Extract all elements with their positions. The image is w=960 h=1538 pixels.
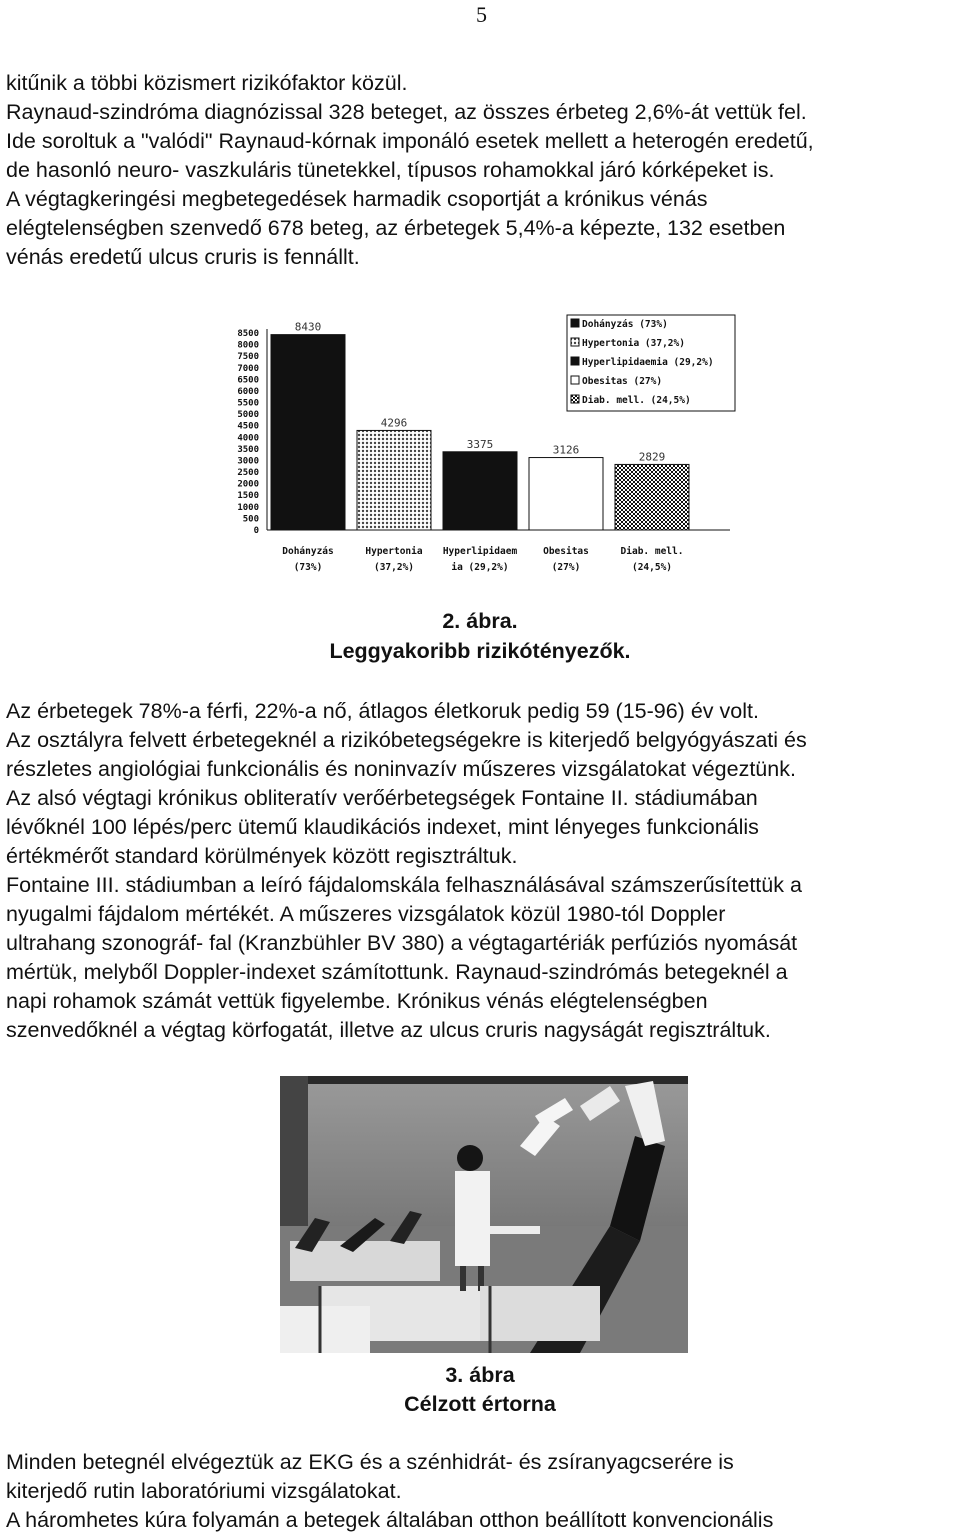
y-tick-label: 500 [242,514,259,525]
text-line: vénás eredetű ulcus cruris is fennállt. [6,245,360,269]
page-number: 5 [476,2,487,27]
text-line: elégtelenségben szenvedő 678 beteg, az érbetegek 5,4%-a képezte, 132 esetben [6,216,786,240]
text-line: nyugalmi fájdalom mértékét. A műszeres vizsgálatok közül 1980-tól Doppler [6,902,726,926]
legend-swatch [571,357,579,365]
x-tick-label: (27%) [551,562,581,573]
text-line: Az osztályra felvett érbetegeknél a rizikóbetegségekre is kiterjedő belgyógyászati és [6,728,807,752]
figure-3-number: 3. ábra [445,1363,515,1387]
text-line: kiterjedő rutin laboratóriumi vizsgálatokat. [6,1479,402,1503]
paragraph-1 [6,69,956,272]
bar-value-label: 3126 [552,443,580,457]
text-line: lévőknél 100 lépés/perc ütemű klaudikációs indexet, mint lényeges funkcionális [6,815,759,839]
text-line: de hasonló neuro- vaszkuláris tünetekkel, típusos rohamokkal járó kórképeket is. [6,158,775,182]
y-tick-label: 8500 [237,329,259,339]
bar-value-label: 2829 [638,450,666,464]
y-tick-label: 3500 [237,444,259,455]
x-tick-label: Hyperlipidaem [442,546,518,557]
risk-factor-chart [225,313,750,583]
bar [615,464,689,530]
text-line: A végtagkeringési megbetegedések harmadik csoportját a krónikus vénás [6,187,708,211]
y-tick-label: 0 [253,526,259,536]
text-line: ultrahang szonográf- fal (Kranzbühler BV 380) a végtagartériák perfúziós nyomását [6,931,798,955]
x-tick-label: Diab. mell. [620,546,684,557]
bar [443,452,517,530]
text-line: Minden betegnél elvégeztük az EKG és a szénhidrát- és zsíranyagcserére is [6,1450,734,1474]
y-tick-label: 4500 [237,421,259,432]
text-line: Az alsó végtagi krónikus obliteratív verőérbetegségek Fontaine II. stádiumában [6,786,758,810]
y-tick-label: 1500 [237,491,259,502]
bar [357,430,431,530]
text-line: kitűnik a többi közismert rizikófaktor közül. [6,71,408,95]
bar-value-label: 4296 [380,416,408,430]
y-tick-label: 7500 [237,352,259,363]
y-tick-label: 4000 [237,433,259,444]
paragraph-2 [6,697,956,1045]
x-tick-label: ia (29,2%) [451,562,509,573]
legend-label: Hyperlipidaemia (29,2%) [582,357,714,368]
x-tick-label: Hypertonia [365,546,423,557]
legend-swatch [571,319,579,327]
bar-value-label: 3375 [466,437,494,451]
legend-swatch [571,338,579,346]
text-line: mértük, melyből Doppler-indexet számítottunk. Raynaud-szindrómás betegeknél a [6,960,788,984]
y-tick-label: 2000 [237,479,259,490]
exercise-therapy-photo [280,1076,688,1353]
text-line: szenvedőknél a végtag körfogatát, illetve az ulcus cruris nagyságát regisztráltuk. [6,1018,771,1042]
y-tick-label: 8000 [237,340,259,351]
text-line: napi rohamok számát vettük figyelembe. Krónikus vénás elégtelenségben [6,989,708,1013]
text-line: értékmérőt standard körülmények között regisztráltuk. [6,844,518,868]
paragraph-3 [6,1448,956,1535]
x-tick-label: Obesitas [543,546,589,557]
text-line: Fontaine III. stádiumban a leíró fájdalomskála felhasználásával számszerűsítettük a [6,873,802,897]
figure-2-number: 2. ábra. [442,609,518,633]
bar [271,335,345,530]
x-tick-label: (37,2%) [373,562,415,573]
y-tick-label: 7000 [237,363,259,374]
text-line: A háromhetes kúra folyamán a betegek általában otthon beállított konvencionális [6,1508,774,1532]
bar-chart [225,313,750,583]
x-tick-label: (73%) [293,562,323,573]
legend-label: Obesitas (27%) [582,376,663,387]
y-tick-label: 3000 [237,456,259,467]
figure-3-title: Célzott értorna [404,1392,556,1416]
text-line: Az érbetegek 78%-a férfi, 22%-a nő, átlagos életkoruk pedig 59 (15-96) év volt. [6,699,759,723]
bar [529,458,603,530]
legend-swatch [571,395,579,403]
legend-label: Hypertonia (37,2%) [582,338,685,349]
text-line: Raynaud-szindróma diagnózissal 328 beteget, az összes érbeteg 2,6%-át vettük fel. [6,100,807,124]
text-line: részletes angiológiai funkcionális és noninvazív műszeres vizsgálatokat végeztünk. [6,757,796,781]
legend-label: Diab. mell. (24,5%) [582,395,691,406]
text-line: Ide soroltuk a "valódi" Raynaud-kórnak imponáló esetek mellett a heterogén eredetű, [6,129,814,153]
y-tick-label: 1000 [237,502,259,513]
legend-swatch [571,376,579,384]
y-tick-label: 2500 [237,468,259,479]
ward-photo-illustration [280,1076,688,1353]
legend-label: Dohányzás (73%) [582,319,668,330]
figure-2-title: Leggyakoribb rizikótényezők. [329,639,631,663]
x-tick-label: (24,5%) [631,562,673,573]
bar-value-label: 8430 [294,320,322,334]
y-tick-label: 5500 [237,398,259,409]
y-tick-label: 6500 [237,375,259,386]
y-tick-label: 5000 [237,410,259,421]
x-tick-label: Dohányzás [282,546,334,557]
y-tick-label: 6000 [237,386,259,397]
